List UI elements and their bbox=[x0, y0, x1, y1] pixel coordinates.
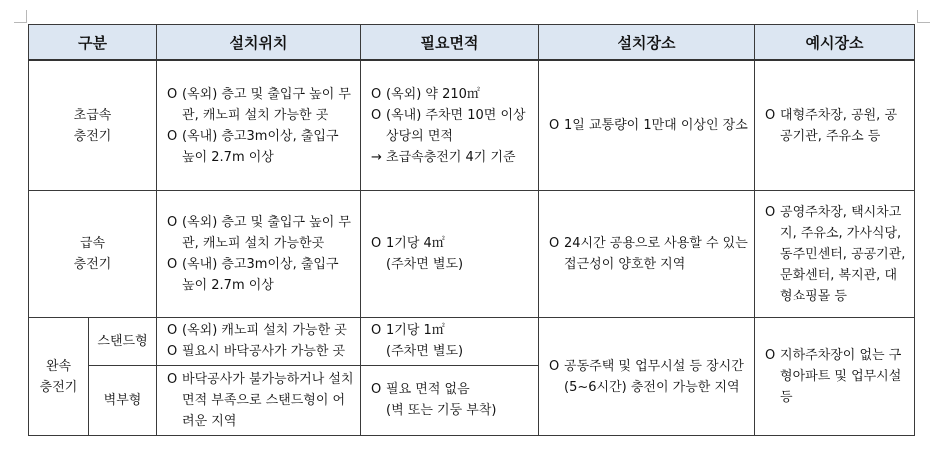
list-item-text: 1일 교통량이 1만대 이상인 장소 bbox=[564, 118, 748, 134]
bullet-mark: O bbox=[549, 358, 560, 374]
bullet-mark: O bbox=[765, 107, 776, 123]
list-item bbox=[371, 233, 532, 275]
wall-area-cell bbox=[361, 365, 539, 435]
table-row-fast bbox=[29, 191, 915, 318]
table-row-slow-stand bbox=[29, 318, 915, 365]
bullet-mark: O bbox=[167, 257, 178, 273]
bullet-mark: O bbox=[549, 118, 560, 134]
bullet-mark: O bbox=[371, 323, 382, 339]
list-item-text: 바닥공사가 불가능하거나 설치면적 부족으로 스탠드형이 어려운 지역 bbox=[182, 371, 354, 429]
charger-installation-table bbox=[28, 24, 915, 436]
list-item bbox=[765, 202, 908, 307]
fast-area-cell bbox=[361, 191, 539, 318]
header-category: 구분 bbox=[29, 25, 157, 61]
list-item bbox=[167, 84, 354, 126]
area-note: → 초급속충전기 4기 기준 bbox=[371, 149, 516, 165]
list-item bbox=[167, 320, 354, 341]
subcategory-wall: 벽부형 bbox=[89, 365, 157, 435]
fast-example-cell bbox=[755, 191, 915, 318]
fast-place-cell bbox=[539, 191, 755, 318]
list-item bbox=[549, 356, 748, 398]
bullet-mark: O bbox=[167, 323, 178, 339]
list-item bbox=[371, 320, 532, 362]
list-item bbox=[765, 105, 908, 147]
list-item-text: (옥내) 층고3m이상, 출입구 높이 2.7m 이상 bbox=[182, 128, 339, 165]
bullet-mark: O bbox=[371, 107, 382, 123]
list-item-text: (옥내) 층고3m이상, 출입구 높이 2.7m 이상 bbox=[182, 257, 339, 294]
list-item-text: 공영주차장, 택시차고지, 주유소, 가사식당, 동주민센터, 공공기관, 문화센터, 복지관, 대형쇼핑몰 등 bbox=[780, 204, 906, 304]
table-header-row bbox=[29, 25, 915, 61]
list-item-text: (옥외) 층고 및 출입구 높이 무관, 캐노피 설치 가능한곳 bbox=[182, 215, 351, 252]
header-install-location: 설치위치 bbox=[157, 25, 361, 61]
list-item-text: 필요 면적 없음 (벽 또는 기둥 부착) bbox=[386, 382, 497, 419]
slow-example-cell bbox=[755, 318, 915, 436]
header-required-area: 필요면적 bbox=[361, 25, 539, 61]
list-item bbox=[371, 84, 532, 105]
category-fast bbox=[29, 191, 157, 318]
page-corner-mark-left bbox=[14, 10, 27, 23]
bullet-mark: O bbox=[371, 236, 382, 252]
list-item-text: 필요시 바닥공사가 가능한 곳 bbox=[182, 344, 346, 360]
list-item bbox=[765, 345, 908, 408]
list-item bbox=[549, 233, 748, 275]
list-item-text: (옥외) 층고 및 출입구 높이 무관, 캐노피 설치 가능한 곳 bbox=[182, 86, 351, 123]
list-item-text: (옥외) 약 210㎡ bbox=[386, 86, 480, 102]
table-row-ultra-fast bbox=[29, 60, 915, 191]
list-item-text: (옥외) 캐노피 설치 가능한 곳 bbox=[182, 323, 347, 339]
slow-place-cell bbox=[539, 318, 755, 436]
category-label: 급속 충전기 bbox=[73, 236, 112, 273]
bullet-mark: O bbox=[167, 371, 178, 387]
list-item bbox=[549, 115, 748, 136]
list-item-text: 1기당 4㎡ (주차면 별도) bbox=[386, 236, 464, 273]
stand-location-cell bbox=[157, 318, 361, 365]
ultra-location-cell bbox=[157, 60, 361, 191]
bullet-mark: O bbox=[765, 204, 776, 220]
bullet-mark: O bbox=[167, 128, 178, 144]
ultra-area-cell bbox=[361, 60, 539, 191]
list-item bbox=[371, 105, 532, 147]
category-label: 완속 충전기 bbox=[39, 358, 78, 395]
ultra-example-cell bbox=[755, 60, 915, 191]
header-example-place: 예시장소 bbox=[755, 25, 915, 61]
bullet-mark: O bbox=[371, 86, 382, 102]
bullet-mark: O bbox=[167, 344, 178, 360]
category-ultra-fast bbox=[29, 60, 157, 191]
category-label: 초급속 충전기 bbox=[73, 107, 112, 144]
list-item bbox=[167, 254, 354, 296]
fast-location-cell bbox=[157, 191, 361, 318]
list-item-text: 대형주차장, 공원, 공공기관, 주유소 등 bbox=[780, 107, 898, 144]
bullet-mark: O bbox=[371, 382, 382, 398]
list-item-text: 24시간 공용으로 사용할 수 있는 접근성이 양호한 지역 bbox=[564, 236, 748, 273]
page-corner-mark-right bbox=[917, 10, 930, 23]
list-item bbox=[371, 379, 532, 421]
bullet-mark: O bbox=[167, 215, 178, 231]
category-slow bbox=[29, 318, 89, 436]
stand-area-cell bbox=[361, 318, 539, 365]
header-install-place: 설치장소 bbox=[539, 25, 755, 61]
list-item bbox=[167, 212, 354, 254]
bullet-mark: O bbox=[549, 236, 560, 252]
list-item bbox=[167, 126, 354, 168]
list-item-text: 공동주택 및 업무시설 등 장시간(5~6시간) 충전이 가능한 지역 bbox=[564, 358, 744, 395]
ultra-place-cell bbox=[539, 60, 755, 191]
bullet-mark: O bbox=[167, 86, 178, 102]
list-item-text: (옥내) 주차면 10면 이상 상당의 면적 bbox=[386, 107, 526, 144]
list-item bbox=[167, 341, 354, 362]
list-item bbox=[167, 369, 354, 432]
subcategory-stand: 스탠드형 bbox=[89, 318, 157, 365]
bullet-mark: O bbox=[765, 348, 776, 364]
list-item-text: 지하주차장이 없는 구형아파트 및 업무시설 등 bbox=[780, 348, 902, 406]
wall-location-cell bbox=[157, 365, 361, 435]
list-item-text: 1기당 1㎡ (주차면 별도) bbox=[386, 323, 464, 360]
